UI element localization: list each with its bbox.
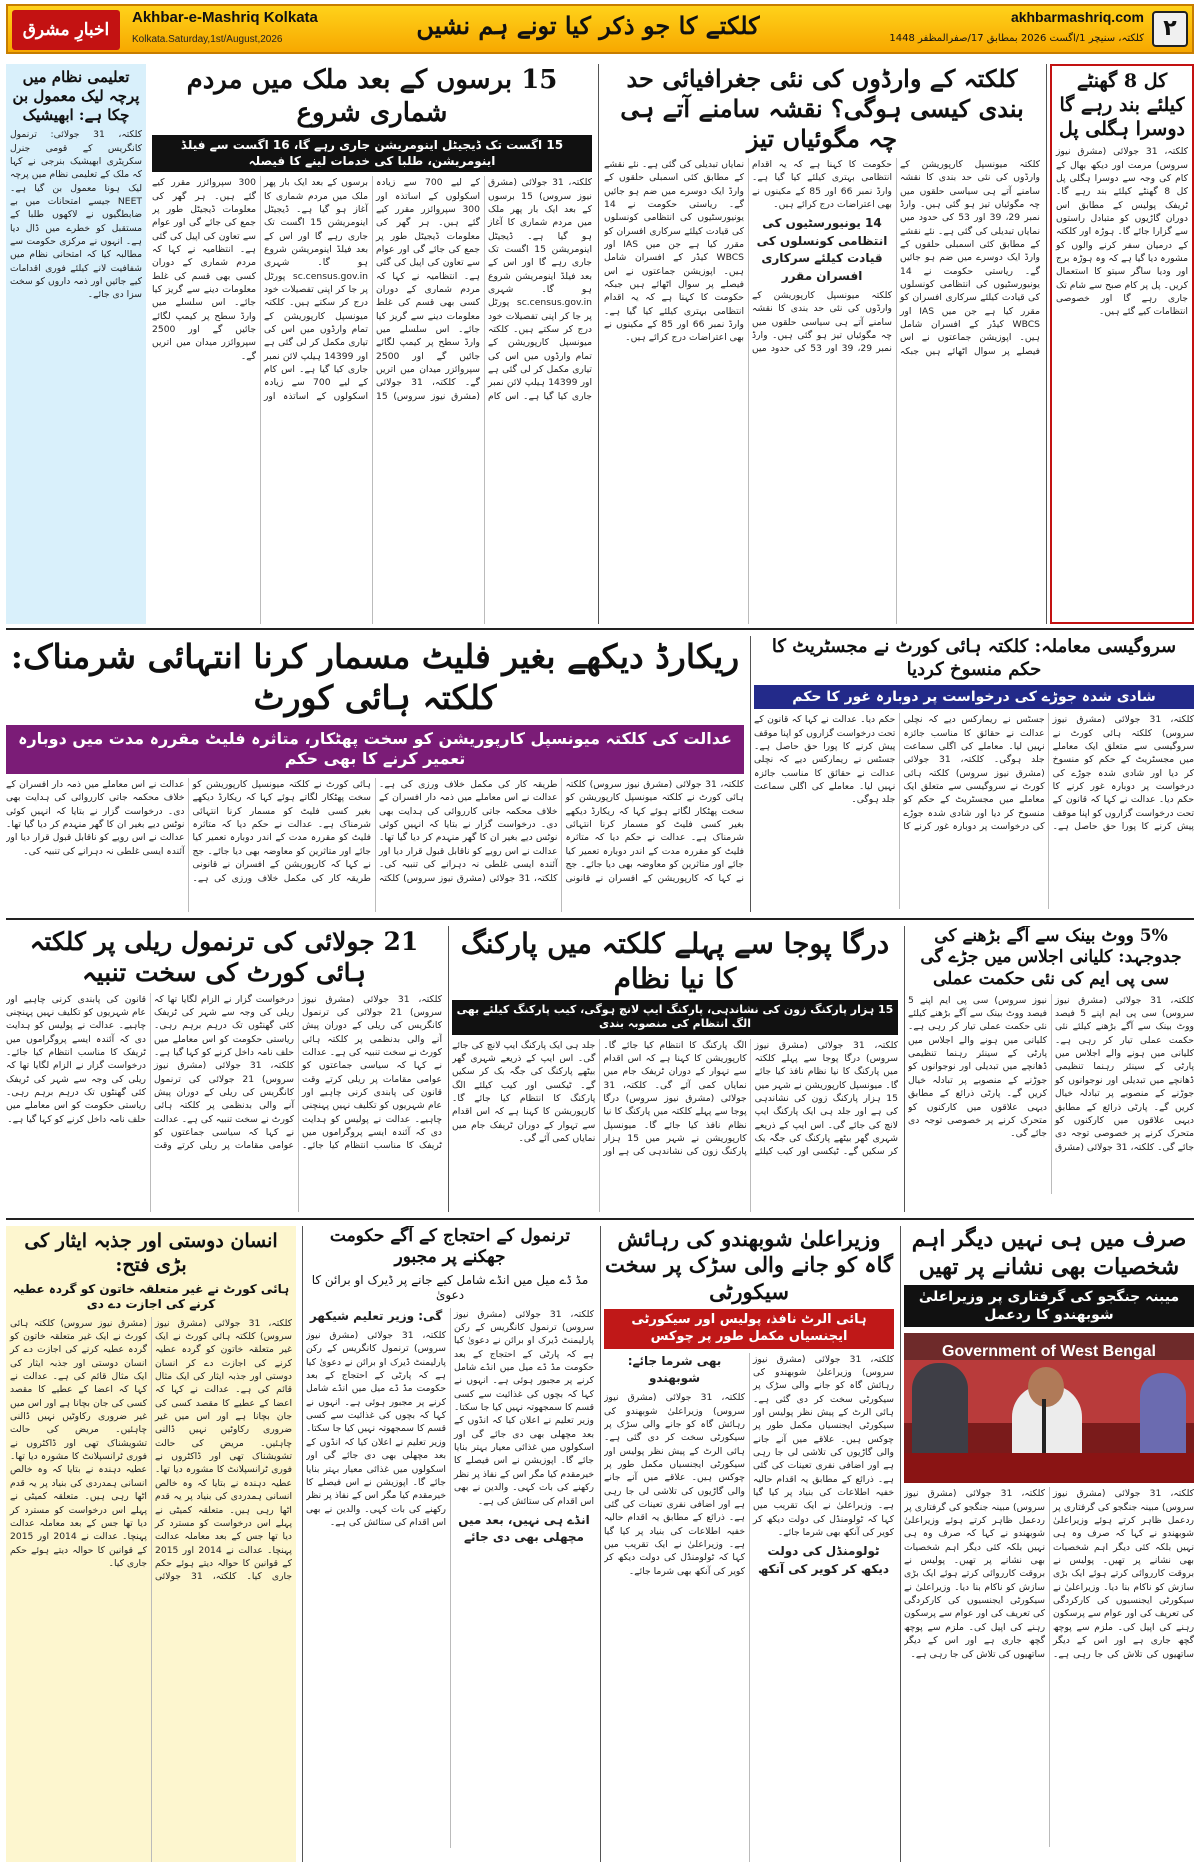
article-text-continued: کلکتہ، 31 جولائی (مشرق نیوز سروس) ترنمول کانگریس کے رکن پارلیمنٹ ڈیرک او برائن نے دعویٰ کیا ہے کہ پارٹی کے احتجاج کے بعد حکومت مڈ ڈے میل میں انڈے شامل کرنے پر مجبور ہوئی ہے۔ انہوں نے کہا کہ بچوں کی غذائیت سے کسی قسم کا سمجھوتہ نہیں کیا جا سکتا۔ وزیر تعلیم نے اعلان کیا کہ انڈوں کے بعد مچھلی بھی دی جائے گی اور اسکولوں میں غذائی معیار بہتر بنایا جائے گا۔ اپوزیشن نے اس فیصلے کا خیرمقدم کیا مگر اس کے نفاذ پر نظر رکھنے کی بات کہی۔ والدین نے بھی اس اقدام کی ستائش کی ہے۔ <box>306 1330 447 1528</box>
masthead-slogan: کلکتے کا جو ذکر کیا تونے ہم نشیں <box>416 11 760 40</box>
article-body: کلکتہ، 31 جولائی: ترنمول کانگریس کے قومی جنرل سکریٹری ابھیشیک بنرجی نے کہا کہ ملک کے تعلیمی نظام میں پرچہ لیک ہونا معمول بن گیا ہے۔ NEET جیسے امتحانات میں بے ضابطگیوں نے لاکھوں طلبا کے مستقبل کو خطرے میں ڈال دیا ہے۔ انہوں نے مرکزی حکومت سے مطالبہ کیا کہ امتحانی نظام میں شفافیت لانے کیلئے فوری اقدامات کیے جائیں اور ذمہ داروں کو سخت سزا دی جائے۔ <box>10 129 143 301</box>
headline: 5% ووٹ بینک سے آگے بڑھنے کی جدوجہد: کلیانی اجلاس میں جڑے گی سی پی ایم کی نئی حکمت عملی <box>920 926 1182 989</box>
subheadline: 15 اگست تک ڈیجیٹل اینومریشن جاری رہے گا، 16 اگست سے فیلڈ اینومریشن، طلبا کی خدمات لینے کا فیصلہ <box>152 135 592 172</box>
article-body <box>604 1353 894 1862</box>
headline: انسان دوستی اور جذبہ ایثار کی بڑی فتح: <box>24 1230 278 1276</box>
article-text-continued: کلکتہ، 31 جولائی (مشرق نیوز سروس) وزیراعلیٰ شوبھندو کی رہائش گاہ کو جانے والی سڑک پر سیکورٹی سخت کر دی گئی ہے۔ ہائی الرٹ کے پیش نظر پولیس اور سیکورٹی ایجنسیاں مکمل طور پر چوکس ہیں۔ علاقے میں آنے جانے والی گاڑیوں کی تلاشی لی جا رہی ہے اور اضافی نفری تعینات کی گئی ہے۔ ذرائع کے مطابق یہ اقدام حالیہ خفیہ اطلاعات کی بنیاد پر کیا گیا ہے۔ وزیراعلیٰ نے ایک تقریب میں کہا کہ ٹولومنڈل کی دولت دیکھ کر کویر کی آنکھ بھی شرما جائے۔ <box>604 1392 746 1577</box>
article-parking-system <box>452 926 898 1212</box>
headline: کلکتہ کے وارڈوں کی نئی جغرافیائی حد بندی کیسی ہوگی؟ نقشہ سامنے آتے ہی چہ مگوئیاں تیز <box>620 64 1024 153</box>
article-text-continued: کلکتہ، 31 جولائی (مشرق نیوز سروس) مبینہ جنگجو کی گرفتاری پر ردعمل ظاہر کرتے ہوئے وزیراعلیٰ شوبھندو نے کہا کہ صرف وہ ہی نہیں بلکہ کئی دیگر اہم شخصیات بھی نشانے پر تھیں۔ پولیس نے بروقت کارروائی کرتے ہوئے ایک بڑی سازش کو ناکام بنا دیا۔ وزیراعلیٰ نے سیکورٹی ایجنسیوں کی کارکردگی کی تعریف کی اور عوام سے پرسکون رہنے کی اپیل کی۔ ملزم سے پوچھ گچھ جاری ہے اور اس کے دیگر ساتھیوں کی تلاش کی جا رہی ہے۔ <box>904 1488 1046 1660</box>
headline: سروگیسی معاملہ: کلکتہ ہائی کورٹ نے مجسٹریٹ کا حکم منسوخ کردیا <box>771 636 1177 680</box>
article-ward-delimitation <box>604 64 1040 624</box>
article-text-continued: کلکتہ، 31 جولائی (مشرق نیوز سروس) کلکتہ ہائی کورٹ نے کلکتہ میونسپل کارپوریشن کو سخت پھٹکار لگاتے ہوئے کہا کہ ریکارڈ دیکھے بغیر کسی فلیٹ کو مسمار کرنا انتہائی شرمناک ہے۔ عدالت نے حکم دیا کہ متاثرہ فلیٹ کو مقررہ مدت کے اندر دوبارہ تعمیر کیا جائے اور متاثرین کو معاوضہ بھی دیا جائے۔ جج نے کہا کہ کارپوریشن کے افسران نے قانونی طریقہ کار کی مکمل خلاف ورزی کی ہے۔ عدالت نے اس معاملے میں ذمہ دار افسران کے خلاف محکمہ جاتی کارروائی کی ہدایت بھی دی۔ درخواست گزار نے بتایا کہ انہیں کوئی نوٹس دیے بغیر ان کا گھر منہدم کر دیا گیا تھا۔ عدالت نے اس رویے کو ناقابل قبول قرار دیا اور آئندہ ایسی غلطی نہ دہرانے کی تنبیہ کی۔ <box>6 779 558 884</box>
urdu-date: کلکتہ، سنیچر 1/اگست 2026 بمطابق 17/صفرالمظفر 1448 <box>889 33 1144 44</box>
newspaper-logo: اخبارِ مشرق <box>12 10 120 50</box>
masthead-left <box>132 9 342 45</box>
article-text: کلکتہ، 31 جولائی (مشرق نیوز سروس) وزیراعلیٰ شوبھندو کی رہائش گاہ کو جانے والی سڑک پر سیکورٹی سخت کر دی گئی ہے۔ ہائی الرٹ کے پیش نظر پولیس اور سیکورٹی ایجنسیاں مکمل طور پر چوکس ہیں۔ علاقے میں آنے جانے والی گاڑیوں کی تلاشی لی جا رہی ہے اور اضافی نفری تعینات کی گئی ہے۔ ذرائع کے مطابق یہ اقدام حالیہ خفیہ اطلاعات کی بنیاد پر کیا گیا ہے۔ وزیراعلیٰ نے ایک تقریب میں کہا کہ ٹولومنڈل کی دولت دیکھ کر کویر کی آنکھ بھی شرما جائے۔ <box>753 1353 894 1538</box>
article-body <box>6 778 744 912</box>
column-rule <box>598 64 599 624</box>
article-body <box>754 713 1194 909</box>
press-conference-photo <box>904 1333 1194 1483</box>
headline: 21 جولائی کی ترنمول ریلی پر کلکتہ ہائی کورٹ کی سخت تنبیہ <box>29 927 419 988</box>
article-text: کلکتہ، 31 جولائی (مشرق نیوز سروس) سی پی ایم اپنے 5 فیصد ووٹ بینک سے آگے بڑھنے کیلئے نئی حکمت عملی تیار کر رہی ہے۔ کلیانی میں ہونے والے اجلاس میں پارٹی کے سینئر رہنما تنظیمی ڈھانچے میں تبدیلی اور نوجوانوں کو جوڑنے کے منصوبے پر تبادلہ خیال کریں گے۔ پارٹی ذرائع کے مطابق دیہی علاقوں میں کارکنوں کو متحرک کرنے پر خصوصی توجہ دی جائے گی۔ <box>1055 994 1194 1153</box>
column-rule <box>302 1226 303 1862</box>
article-text: کلکتہ میونسپل کارپوریشن کے وارڈوں کی نئی حد بندی کا نقشہ سامنے آتے ہی سیاسی حلقوں میں چہ مگوئیاں تیز ہو گئی ہیں۔ وارڈ نمبر 29، 39 اور 53 کی حدود میں نمایاں تبدیلی کی گئی ہے۔ نئے نقشے کے مطابق کئی اسمبلی حلقوں کے وارڈ ایک دوسرے میں ضم ہو جائیں گے۔ ریاستی حکومت نے 14 یونیورسٹیوں کی انتظامی کونسلوں کی قیادت کیلئے سرکاری افسران کو مقرر کیا ہے جن میں IAS اور WBCS کیڈر کے افسران شامل ہیں۔ اپوزیشن جماعتوں نے اس فیصلے پر سوال اٹھائے ہیں جبکہ حکومت کا کہنا ہے کہ یہ اقدام انتظامی بہتری کیلئے کیا گیا ہے۔ وارڈ نمبر 66 اور 85 کے مکینوں نے بھی اعتراضات درج کرائے ہیں۔ <box>752 159 1040 357</box>
article-text-continued: کلکتہ، 31 جولائی (مشرق نیوز سروس) 21 جولائی کی ترنمول کانگریس کی ریلی کے دوران پیش آنے والی بدنظمی پر کلکتہ ہائی کورٹ نے سخت تنبیہ کی ہے۔ عدالت نے کہا کہ سیاسی جماعتوں کو عوامی مقامات پر ریلی کرتے وقت قانون کی پابندی کرنی چاہیے اور عام شہریوں کو تکلیف نہیں پہنچنی چاہیے۔ عدالت نے پولیس کو ہدایت دی کہ آئندہ ایسے پروگراموں میں ٹریفک کا مناسب انتظام کیا جائے۔ درخواست گزار نے الزام لگایا تھا کہ ریلی کی وجہ سے شہر کی ٹریفک کئی گھنٹوں تک درہم برہم رہی۔ ریاستی حکومت کو اس معاملے میں حلف نامہ داخل کرنے کو کہا گیا ہے۔ <box>6 993 295 1152</box>
article-text: کلکتہ، 31 جولائی (مشرق نیوز سروس) کلکتہ ہائی کورٹ نے سروگیسی سے متعلق ایک معاملے میں مجسٹریٹ کے حکم کو منسوخ کر دیا اور شادی شدہ جوڑے کی درخواست پر دوبارہ غور کرنے کا حکم دیا۔ عدالت نے کہا کہ قانون کے تحت درخواست گزاروں کو اپنا موقف پیش کرنے کا پورا حق حاصل ہے۔ جسٹس نے ریمارکس دیے کہ نچلی عدالت نے حقائق کا مناسب جائزہ نہیں لیا۔ معاملے کی اگلی سماعت جلد ہوگی۔ <box>903 714 1194 832</box>
masthead-right <box>884 9 1144 44</box>
article-arrest-reaction <box>904 1226 1194 1862</box>
article-body <box>904 1487 1194 1847</box>
subheadline: میبنہ جنگجو کی گرفتاری پر وزیراعلیٰ شوبھندو کا ردعمل <box>904 1285 1194 1327</box>
headline: صرف میں ہی نہیں دیگر اہم شخصیات بھی نشانے پر تھیں <box>911 1226 1187 1280</box>
article-text-continued: کلکتہ میونسپل کارپوریشن کے وارڈوں کی نئی حد بندی کا نقشہ سامنے آتے ہی سیاسی حلقوں میں چہ مگوئیاں تیز ہو گئی ہیں۔ وارڈ نمبر 29، 39 اور 53 کی حدود میں نمایاں تبدیلی کی گئی ہے۔ نئے نقشے کے مطابق کئی اسمبلی حلقوں کے وارڈ ایک دوسرے میں ضم ہو جائیں گے۔ ریاستی حکومت نے 14 یونیورسٹیوں کی انتظامی کونسلوں کی قیادت کیلئے سرکاری افسران کو مقرر کیا ہے جن میں IAS اور WBCS کیڈر کے افسران شامل ہیں۔ اپوزیشن جماعتوں نے اس فیصلے پر سوال اٹھائے ہیں جبکہ حکومت کا کہنا ہے کہ یہ اقدام انتظامی بہتری کیلئے کیا گیا ہے۔ وارڈ نمبر 66 اور 85 کے مکینوں نے بھی اعتراضات درج کرائے ہیں۔ <box>604 159 892 355</box>
headline: ریکارڈ دیکھے بغیر فلیٹ مسمار کرنا انتہائی شرمناک: کلکتہ ہائی کورٹ <box>10 637 740 718</box>
article-body <box>908 994 1194 1194</box>
article-census <box>152 64 592 624</box>
row-divider <box>6 918 1194 920</box>
article-hooghly-bridge <box>1050 64 1194 624</box>
row-divider <box>6 628 1194 630</box>
english-title: Akhbar-e-Mashriq Kolkata <box>132 9 318 26</box>
column-rule <box>904 926 905 1212</box>
column-rule <box>750 636 751 912</box>
inline-headline: انڈے ہی نہیں، بعد میں مچھلی بھی دی جائے گی: وزیر تعلیم شیکھر <box>309 1308 590 1545</box>
article-tmc-rally <box>6 926 442 1212</box>
article-text: کلکتہ، 31 جولائی (مشرق نیوز سروس) درگا پوجا سے پہلے کلکتہ میں پارکنگ کا نیا نظام نافذ کیا جائے گا۔ میونسپل کارپوریشن نے شہر میں 15 ہزار پارکنگ زون کی نشاندہی کی ہے اور جلد ہی ایک پارکنگ ایپ لانچ کی جائے گی۔ اس ایپ کے ذریعے شہری گھر بیٹھے پارکنگ کی جگہ بک کر سکیں گے۔ ٹیکسی اور کیب کیلئے الگ پارکنگ کا انتظام کیا جائے گا۔ کارپوریشن کا کہنا ہے کہ اس اقدام سے تہوار کے دوران ٹریفک جام میں نمایاں کمی آئے گی۔ <box>603 1039 898 1158</box>
masthead <box>6 4 1194 54</box>
headline: ترنمول کے احتجاج کے آگے حکومت جھکنے پر مجبور <box>329 1226 571 1268</box>
article-body <box>152 176 592 624</box>
article-body <box>6 993 442 1213</box>
article-surrogacy-case <box>754 636 1194 912</box>
inline-headline: 14 یونیورسٹیوں کی انتظامی کونسلوں کی قیادت کیلئے سرکاری افسران مقرر <box>756 216 888 283</box>
article-text: کلکتہ، 31 جولائی (مشرق نیوز سروس) کلکتہ ہائی کورٹ نے کلکتہ میونسپل کارپوریشن کو سخت پھٹکار لگاتے ہوئے کہا کہ ریکارڈ دیکھے بغیر کسی فلیٹ کو مسمار کرنا انتہائی شرمناک ہے۔ عدالت نے حکم دیا کہ متاثرہ فلیٹ کو مقررہ مدت کے اندر دوبارہ تعمیر کیا جائے اور متاثرین کو معاوضہ بھی دیا جائے۔ جج نے کہا کہ کارپوریشن کے افسران نے قانونی طریقہ کار کی مکمل خلاف ورزی کی ہے۔ عدالت نے اس معاملے میں ذمہ دار افسران کے خلاف محکمہ جاتی کارروائی کی ہدایت بھی دی۔ درخواست گزار نے بتایا کہ انہیں کوئی نوٹس دیے بغیر ان کا گھر منہدم کر دیا گیا تھا۔ عدالت نے اس رویے کو ناقابل قبول قرار دیا اور آئندہ ایسی غلطی نہ دہرانے کی تنبیہ کی۔ <box>379 779 744 884</box>
headline: درگا پوجا سے پہلے کلکتہ میں پارکنگ کا نیا نظام <box>460 927 890 995</box>
subheadline: ہائی کورٹ نے غیر متعلقہ خاتون کو گردہ عطیہ کرنے کی اجازت دے دی <box>12 1281 290 1312</box>
inline-headline: ٹولومنڈل کی دولت دیکھ کر کویر کی آنکھ بھی شرما جائے: شوبھندو <box>627 1353 890 1576</box>
article-cm-security <box>604 1226 894 1862</box>
microphone-icon <box>1042 1399 1046 1455</box>
article-body <box>10 1317 292 1862</box>
headline: 15 برسوں کے بعد ملک میں مردم شماری شروع <box>186 65 558 128</box>
article-text: کلکتہ، 31 جولائی (مشرق نیوز سروس) 21 جولائی کی ترنمول کانگریس کی ریلی کے دوران پیش آنے والی بدنظمی پر کلکتہ ہائی کورٹ نے سخت تنبیہ کی ہے۔ عدالت نے کہا کہ سیاسی جماعتوں کو عوامی مقامات پر ریلی کرتے وقت قانون کی پابندی کرنی چاہیے اور عام شہریوں کو تکلیف نہیں پہنچنی چاہیے۔ عدالت نے پولیس کو ہدایت دی کہ آئندہ ایسے پروگراموں میں ٹریفک کا مناسب انتظام کیا جائے۔ درخواست گزار نے الزام لگایا تھا کہ ریلی کی وجہ سے شہر کی ٹریفک کئی گھنٹوں تک درہم برہم رہی۔ ریاستی حکومت کو اس معاملے میں حلف نامہ داخل کرنے کو کہا گیا ہے۔ <box>154 993 442 1152</box>
article-text-continued: کلکتہ، 31 جولائی (مشرق نیوز سروس) درگا پوجا سے پہلے کلکتہ میں پارکنگ کا نیا نظام نافذ کیا جائے گا۔ میونسپل کارپوریشن نے شہر میں 15 ہزار پارکنگ زون کی نشاندہی کی ہے اور جلد ہی ایک پارکنگ ایپ لانچ کی جائے گی۔ اس ایپ کے ذریعے شہری گھر بیٹھے پارکنگ کی جگہ بک کر سکیں گے۔ ٹیکسی اور کیب کیلئے الگ پارکنگ کا انتظام کیا جائے گا۔ کارپوریشن کا کہنا ہے کہ اس اقدام سے تہوار کے دوران ٹریفک جام میں نمایاں کمی آئے گی۔ <box>452 1039 747 1158</box>
article-flat-demolition <box>6 636 744 912</box>
headline: تعلیمی نظام میں پرچہ لیک معمول بن چکا ہے: ابھیشیک <box>12 68 140 124</box>
english-date: Kolkata.Saturday,1st/August,2026 <box>132 34 283 45</box>
website-link[interactable]: akhbarmashriq.com <box>1010 9 1144 25</box>
article-body <box>604 158 1040 624</box>
subheadline: عدالت کی کلکتہ میونسپل کارپوریشن کو سخت پھٹکار، متاثرہ فلیٹ مقررہ مدت میں دوبارہ تعمیر کرنے کا بھی حکم <box>6 725 744 775</box>
headline: کل 8 گھنٹے کیلئے بند رہے گا دوسرا ہگلی پل <box>1059 70 1185 140</box>
article-text: کلکتہ، 31 جولائی (مشرق نیوز سروس) 15 برسوں کے بعد ایک بار پھر ملک میں مردم شماری کا آغاز ہو گیا ہے۔ ڈیجیٹل اینومریشن 15 اگست تک جاری رہے گا اور اس کے بعد فیلڈ اینومریشن شروع ہو گا۔ شہری sc.census.gov.in پورٹل پر جا کر اپنی تفصیلات خود درج کر سکتے ہیں۔ کلکتہ میونسپل کارپوریشن کے تمام وارڈوں میں اس کی تیاری مکمل کر لی گئی ہے اور 14399 ہیلپ لائن نمبر جاری کیا گیا ہے۔ اس کام کے لیے 700 سے زیادہ اسکولوں کے اساتذہ اور 300 سپروائزر مقرر کیے گئے ہیں۔ ہر گھر کی معلومات ڈیجیٹل طور پر جمع کی جائے گی اور عوام سے تعاون کی اپیل کی گئی ہے۔ انتظامیہ نے کہا کہ مردم شماری کے دوران کسی بھی قسم کی غلط معلومات دینے سے گریز کیا جائے۔ اس سلسلے میں وارڈ سطح پر کیمپ لگائے جائیں گے اور 2500 سپروائزر میدان میں اتریں گے۔ <box>376 177 592 402</box>
article-tmc-protest <box>306 1226 594 1862</box>
subheadline: شادی شدہ جوڑے کی درخواست پر دوبارہ غور کا حکم <box>754 685 1194 709</box>
press-table <box>904 1453 1194 1483</box>
article-text: کلکتہ، 31 جولائی (مشرق نیوز سروس) مبینہ جنگجو کی گرفتاری پر ردعمل ظاہر کرتے ہوئے وزیراعلیٰ شوبھندو نے کہا کہ صرف وہ ہی نہیں بلکہ کئی دیگر اہم شخصیات بھی نشانے پر تھیں۔ پولیس نے بروقت کارروائی کرتے ہوئے ایک بڑی سازش کو ناکام بنا دیا۔ وزیراعلیٰ نے سیکورٹی ایجنسیوں کی کارکردگی کی تعریف کی اور عوام سے پرسکون رہنے کی اپیل کی۔ ملزم سے پوچھ گچھ جاری ہے اور اس کے دیگر ساتھیوں کی تلاش کی جا رہی ہے۔ <box>1053 1488 1194 1660</box>
row-divider <box>6 1218 1194 1220</box>
article-cpim-strategy <box>908 926 1194 1212</box>
article-text: کلکتہ، 31 جولائی (مشرق نیوز سروس) کلکتہ ہائی کورٹ نے ایک غیر متعلقہ خاتون کو گردہ عطیہ کرنے کی اجازت دے کر انسان دوستی اور جذبہ ایثار کی ایک مثال قائم کی ہے۔ عدالت نے کہا کہ اعضا کے عطیے کا مقصد کسی کی جان بچانا ہے اور اس میں غیر ضروری رکاوٹیں نہیں ڈالنی چاہئیں۔ مریض کی حالت تشویشناک تھی اور ڈاکٹروں نے فوری ٹرانسپلانٹ کا مشورہ دیا تھا۔ عطیہ دہندہ نے بتایا کہ وہ خالص انسانی ہمدردی کی بنیاد پر یہ قدم اٹھا رہی ہیں۔ متعلقہ کمیٹی نے پہلے اس درخواست کو مسترد کر دیا تھا جس کے بعد معاملہ عدالت پہنچا۔ عدالت نے 2014 اور 2015 کے قوانین کا حوالہ دیتے ہوئے حکم جاری کیا۔ <box>155 1317 293 1583</box>
article-body <box>306 1308 594 1848</box>
article-text-continued: کلکتہ، 31 جولائی (مشرق نیوز سروس) سی پی ایم اپنے 5 فیصد ووٹ بینک سے آگے بڑھنے کیلئے نئی حکمت عملی تیار کر رہی ہے۔ کلیانی میں ہونے والے اجلاس میں پارٹی کے سینئر رہنما تنظیمی ڈھانچے میں تبدیلی اور نوجوانوں کو جوڑنے کے منصوبے پر تبادلہ خیال کریں گے۔ پارٹی ذرائع کے مطابق دیہی علاقوں میں کارکنوں کو متحرک کرنے پر خصوصی توجہ دی جائے گی۔ <box>908 994 1155 1153</box>
column-rule <box>900 1226 901 1862</box>
subheadline: ہائی الرٹ نافذ، پولیس اور سیکورٹی ایجنسیاں مکمل طور پر چوکس <box>604 1309 894 1349</box>
subheadline: 15 ہزار پارکنگ زون کی نشاندہی، پارکنگ ایپ لانچ ہوگی، کیب پارکنگ کیلئے بھی الگ انتظام کی منصوبہ بندی <box>452 1000 898 1035</box>
article-text: کلکتہ، 31 جولائی (مشرق نیوز سروس) ترنمول کانگریس کے رکن پارلیمنٹ ڈیرک او برائن نے دعویٰ کیا ہے کہ پارٹی کے احتجاج کے بعد حکومت مڈ ڈے میل میں انڈے شامل کرنے پر مجبور ہوئی ہے۔ انہوں نے کہا کہ بچوں کی غذائیت سے کسی قسم کا سمجھوتہ نہیں کیا جا سکتا۔ وزیر تعلیم نے اعلان کیا کہ انڈوں کے بعد مچھلی بھی دی جائے گی اور اسکولوں میں غذائی معیار بہتر بنایا جائے گا۔ اپوزیشن نے اس فیصلے کا خیرمقدم کیا مگر اس کے نفاذ پر نظر رکھنے کی بات کہی۔ والدین نے بھی اس اقدام کی ستائش کی ہے۔ <box>454 1308 594 1507</box>
article-text-continued: کلکتہ، 31 جولائی (مشرق نیوز سروس) کلکتہ ہائی کورٹ نے ایک غیر متعلقہ خاتون کو گردہ عطیہ کرنے کی اجازت دے کر انسان دوستی اور جذبہ ایثار کی ایک مثال قائم کی ہے۔ عدالت نے کہا کہ اعضا کے عطیے کا مقصد کسی کی جان بچانا ہے اور اس میں غیر ضروری رکاوٹیں نہیں ڈالنی چاہئیں۔ مریض کی حالت تشویشناک تھی اور ڈاکٹروں نے فوری ٹرانسپلانٹ کا مشورہ دیا تھا۔ عطیہ دہندہ نے بتایا کہ وہ خالص انسانی ہمدردی کی بنیاد پر یہ قدم اٹھا رہی ہیں۔ متعلقہ کمیٹی نے پہلے اس درخواست کو مسترد کر دیا تھا جس کے بعد معاملہ عدالت پہنچا۔ عدالت نے 2014 اور 2015 کے قوانین کا حوالہ دیتے ہوئے حکم جاری کیا۔ <box>10 1317 237 1583</box>
article-text-continued: کلکتہ، 31 جولائی (مشرق نیوز سروس) کلکتہ ہائی کورٹ نے سروگیسی سے متعلق ایک معاملے میں مجسٹریٹ کے حکم کو منسوخ کر دیا اور شادی شدہ جوڑے کی درخواست پر دوبارہ غور کرنے کا حکم دیا۔ عدالت نے کہا کہ قانون کے تحت درخواست گزاروں کو اپنا موقف پیش کرنے کا پورا حق حاصل ہے۔ جسٹس نے ریمارکس دیے کہ نچلی عدالت نے حقائق کا مناسب جائزہ نہیں لیا۔ معاملے کی اگلی سماعت جلد ہوگی۔ <box>754 714 1045 832</box>
article-body: کلکتہ، 31 جولائی (مشرق نیوز سروس) مرمت اور دیکھ بھال کے کام کی وجہ سے دوسرا ہگلی پل کل 8 گھنٹے کیلئے بند رہے گا۔ ٹریفک پولیس کے مطابق اس دوران گاڑیوں کو متبادل راستوں سے گزارا جائے گا۔ ہوڑہ اور کلکتہ کے درمیان سفر کرنے والوں کو مشورہ دیا گیا ہے کہ وہ ہوڑہ برج اور ودیا ساگر سیتو کا استعمال کریں۔ پل پر کام صبح سے شام تک جاری رہے گا اور خصوصی انتظامات کیے گئے ہیں۔ <box>1056 146 1189 318</box>
column-rule <box>448 926 449 1212</box>
column-rule <box>1046 64 1047 624</box>
page-number-badge: ۲ <box>1152 11 1188 47</box>
article-education-sidebar <box>6 64 146 624</box>
photo-caption: Government of West Bengal <box>942 1343 1156 1361</box>
article-kidney-donation <box>6 1226 296 1862</box>
article-body <box>452 1039 898 1212</box>
article-text-continued: کلکتہ، 31 جولائی (مشرق نیوز سروس) 15 برسوں کے بعد ایک بار پھر ملک میں مردم شماری کا آغاز ہو گیا ہے۔ ڈیجیٹل اینومریشن 15 اگست تک جاری رہے گا اور اس کے بعد فیلڈ اینومریشن شروع ہو گا۔ شہری sc.census.gov.in پورٹل پر جا کر اپنی تفصیلات خود درج کر سکتے ہیں۔ کلکتہ میونسپل کارپوریشن کے تمام وارڈوں میں اس کی تیاری مکمل کر لی گئی ہے اور 14399 ہیلپ لائن نمبر جاری کیا گیا ہے۔ اس کام کے لیے 700 سے زیادہ اسکولوں کے اساتذہ اور 300 سپروائزر مقرر کیے گئے ہیں۔ ہر گھر کی معلومات ڈیجیٹل طور پر جمع کی جائے گی اور عوام سے تعاون کی اپیل کی گئی ہے۔ انتظامیہ نے کہا کہ مردم شماری کے دوران کسی بھی قسم کی غلط معلومات دینے سے گریز کیا جائے۔ اس سلسلے میں وارڈ سطح پر کیمپ لگائے جائیں گے اور 2500 سپروائزر میدان میں اتریں گے۔ <box>152 177 480 402</box>
subheadline: مڈ ڈے میل میں انڈے شامل کیے جانے پر ڈیرک او برائن کا دعویٰ <box>311 1272 589 1303</box>
headline: وزیراعلیٰ شوبھندو کی رہائش گاہ کو جانے والی سڑک پر سخت سیکورٹی <box>604 1226 893 1304</box>
column-rule <box>600 1226 601 1862</box>
